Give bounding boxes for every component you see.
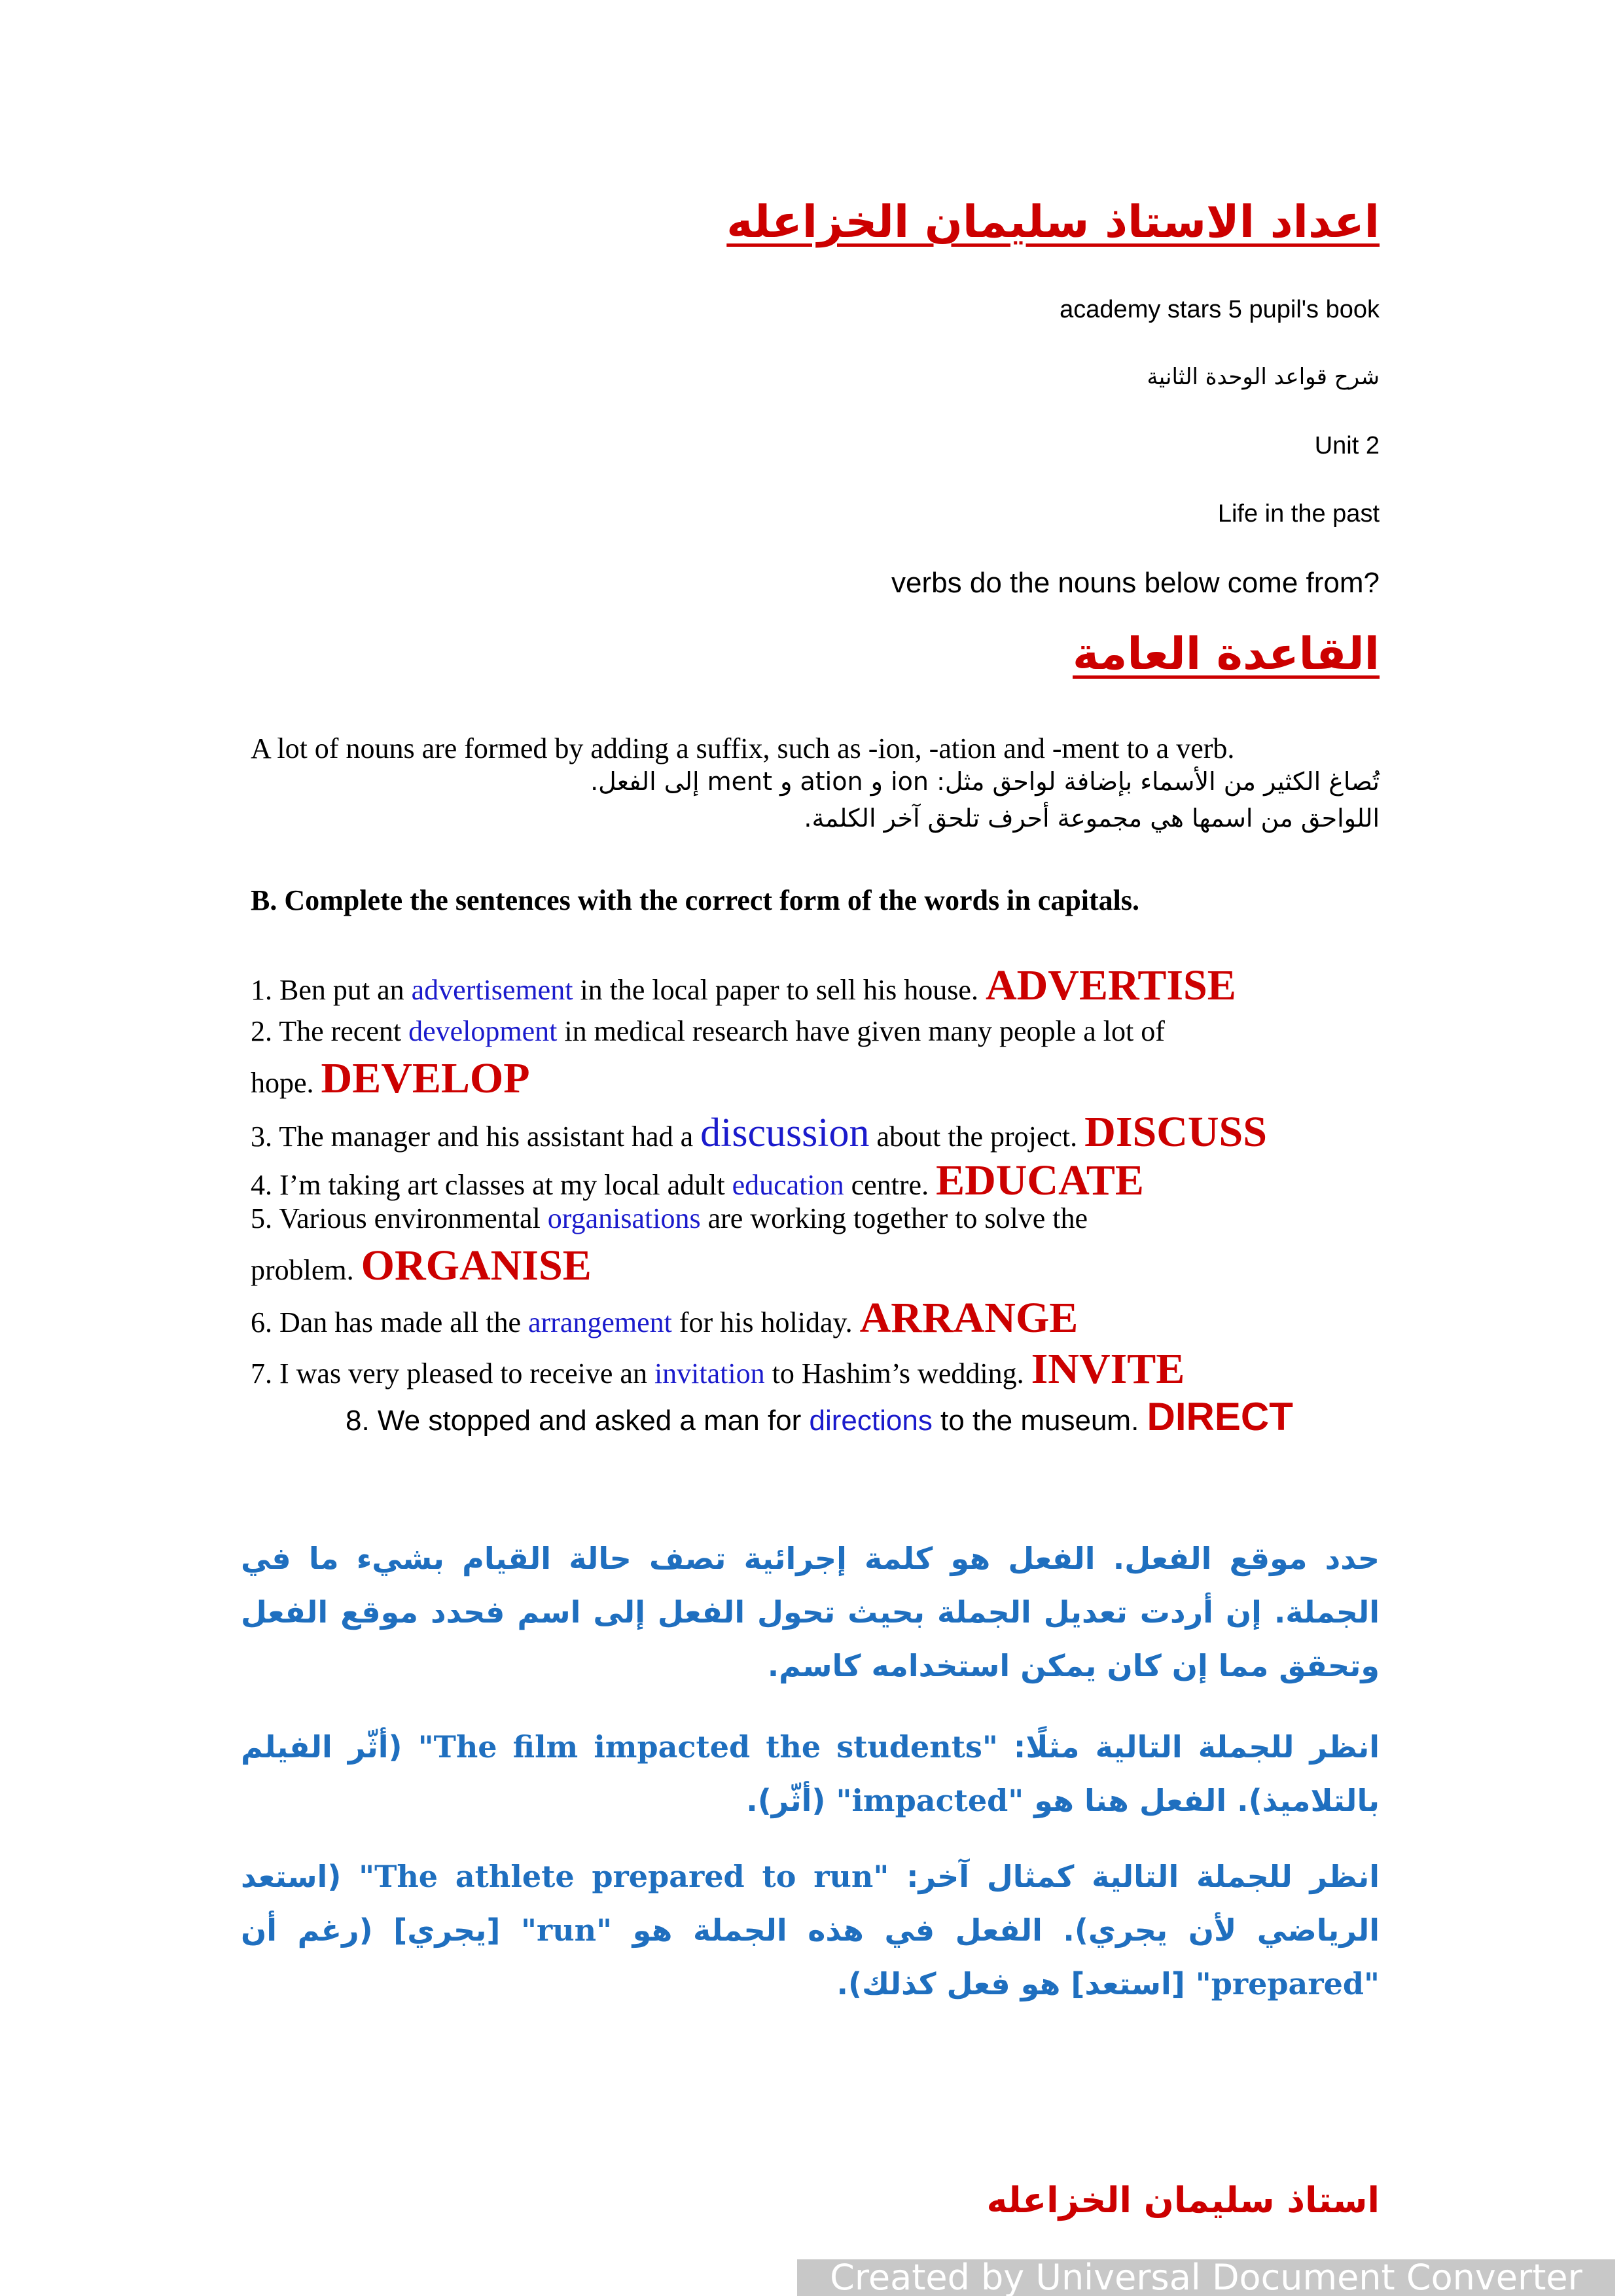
capital-word: ADVERTISE bbox=[985, 961, 1236, 1009]
item-text: 5. Various environmental bbox=[251, 1202, 548, 1234]
answer-word: advertisement bbox=[411, 974, 573, 1006]
capital-word: EDUCATE bbox=[936, 1157, 1144, 1204]
explanation-text: [يجري] (رغم أن bbox=[241, 1912, 522, 1948]
rule-english: A lot of nouns are formed by adding a suffix, such as -ion, -ation and -ment to a verb. bbox=[251, 732, 1235, 764]
explanation-text: انظر للجملة التالية كمثال آخر: bbox=[889, 1859, 1380, 1894]
example-verb: "run" bbox=[521, 1912, 613, 1948]
explanation-text: (أثّر). bbox=[746, 1783, 836, 1818]
item-text: 6. Dan has made all the bbox=[251, 1306, 528, 1338]
item-text: to the museum. bbox=[932, 1405, 1147, 1437]
explanation-text: [استعد] هو فعل كذلك). bbox=[836, 1966, 1196, 2001]
signature: استاذ سليمان الخزاعله bbox=[986, 2179, 1380, 2221]
item-text: in the local paper to sell his house. bbox=[573, 974, 986, 1006]
item-text: 4. I’m taking art classes at my local adult bbox=[251, 1169, 732, 1201]
author-title: اعداد الاستاذ سليمان الخزاعله bbox=[726, 196, 1380, 248]
item-text: centre. bbox=[844, 1169, 936, 1201]
exercise-item-7 bbox=[251, 1344, 1185, 1394]
explanation-paragraph-3 bbox=[241, 1850, 1380, 2011]
answer-word: arrangement bbox=[527, 1306, 672, 1338]
example-verb: "prepared" bbox=[1195, 1966, 1380, 2001]
explanation-text: انظر للجملة التالية مثلًا: bbox=[997, 1729, 1380, 1765]
rule-arabic-2: اللواحق من اسمها هي مجموعة أحرف تلحق آخر الكلمة. bbox=[804, 804, 1380, 833]
item-text: for his holiday. bbox=[671, 1306, 860, 1338]
exercise-item-3 bbox=[251, 1107, 1267, 1157]
exercise-item-6 bbox=[251, 1293, 1078, 1343]
answer-word: development bbox=[408, 1015, 558, 1047]
explanation-text: (استعد الرياضي لأن يجري). الفعل في هذه الجملة هو bbox=[241, 1859, 1380, 1948]
rule-heading: القاعدة العامة bbox=[1073, 628, 1380, 680]
subtitle-arabic: شرح قواعد الوحدة الثانية bbox=[1147, 364, 1380, 390]
capital-word: INVITE bbox=[1031, 1345, 1185, 1393]
capital-word: DISCUSS bbox=[1084, 1108, 1267, 1156]
book-title: academy stars 5 pupil's book bbox=[1060, 296, 1380, 323]
explanation-paragraph-1: حدد موقع الفعل. الفعل هو كلمة إجرائية تصف حالة القيام بشيء ما في الجملة. إن أردت تعديل الجملة بحيث تحول الفعل إلى اسم فحدد موقع الفعل وتحقق مما إن كان يمكن استخدامه كاسم. bbox=[241, 1541, 1380, 1683]
answer-word: discussion bbox=[700, 1111, 870, 1155]
item-text: 1. Ben put an bbox=[251, 974, 412, 1006]
item-text: are working together to solve the bbox=[700, 1202, 1088, 1234]
item-text: 8. We stopped and asked a man for bbox=[346, 1405, 810, 1437]
item-text: hope. bbox=[251, 1067, 321, 1099]
example-verb: "impacted" bbox=[836, 1783, 1024, 1818]
item-text: about the project. bbox=[869, 1121, 1085, 1153]
item-text: to Hashim’s wedding. bbox=[764, 1357, 1031, 1390]
example-sentence: "The film impacted the students" bbox=[418, 1729, 998, 1765]
item-text: 2. The recent bbox=[251, 1015, 409, 1047]
example-sentence: "The athlete prepared to run" bbox=[359, 1859, 889, 1894]
item-text: 7. I was very pleased to receive an bbox=[251, 1357, 654, 1390]
exercise-item-5-cont bbox=[251, 1241, 592, 1291]
converter-watermark: Created by Universal Document Converter bbox=[797, 2259, 1615, 2296]
exercise-instruction: B. Complete the sentences with the correct form of the words in capitals. bbox=[251, 884, 1140, 916]
rule-arabic-1: تُصاغ الكثير من الأسماء بإضافة لواحق مثل: ion و ation و ment إلى الفعل. bbox=[590, 767, 1380, 796]
exercise-item-8 bbox=[346, 1394, 1293, 1439]
explanation-text: (أثّر الفيلم بالتلاميذ). الفعل هنا هو bbox=[241, 1729, 1380, 1818]
capital-word: DEVELOP bbox=[321, 1054, 530, 1102]
explanation-paragraph-2 bbox=[241, 1720, 1380, 1827]
answer-word: directions bbox=[809, 1405, 933, 1437]
exercise-item-2-cont bbox=[251, 1054, 530, 1103]
unit-title: Life in the past bbox=[1217, 500, 1380, 528]
answer-word: invitation bbox=[654, 1357, 765, 1390]
unit-label: Unit 2 bbox=[1314, 432, 1380, 459]
exercise-item-2 bbox=[251, 1014, 1165, 1048]
item-text: problem. bbox=[251, 1254, 361, 1286]
capital-word: ORGANISE bbox=[361, 1242, 592, 1289]
answer-word: education bbox=[732, 1169, 844, 1201]
capital-word: DIRECT bbox=[1147, 1395, 1293, 1439]
exercise-item-5 bbox=[251, 1202, 1088, 1235]
answer-word: organisations bbox=[547, 1202, 701, 1234]
exercise-item-4 bbox=[251, 1156, 1144, 1206]
capital-word: ARRANGE bbox=[859, 1294, 1079, 1342]
item-text: 3. The manager and his assistant had a bbox=[251, 1121, 701, 1153]
item-text: in medical research have given many people a lot of bbox=[557, 1015, 1165, 1047]
exercise-item-1 bbox=[251, 961, 1236, 1011]
question-line: verbs do the nouns below come from? bbox=[891, 567, 1380, 599]
